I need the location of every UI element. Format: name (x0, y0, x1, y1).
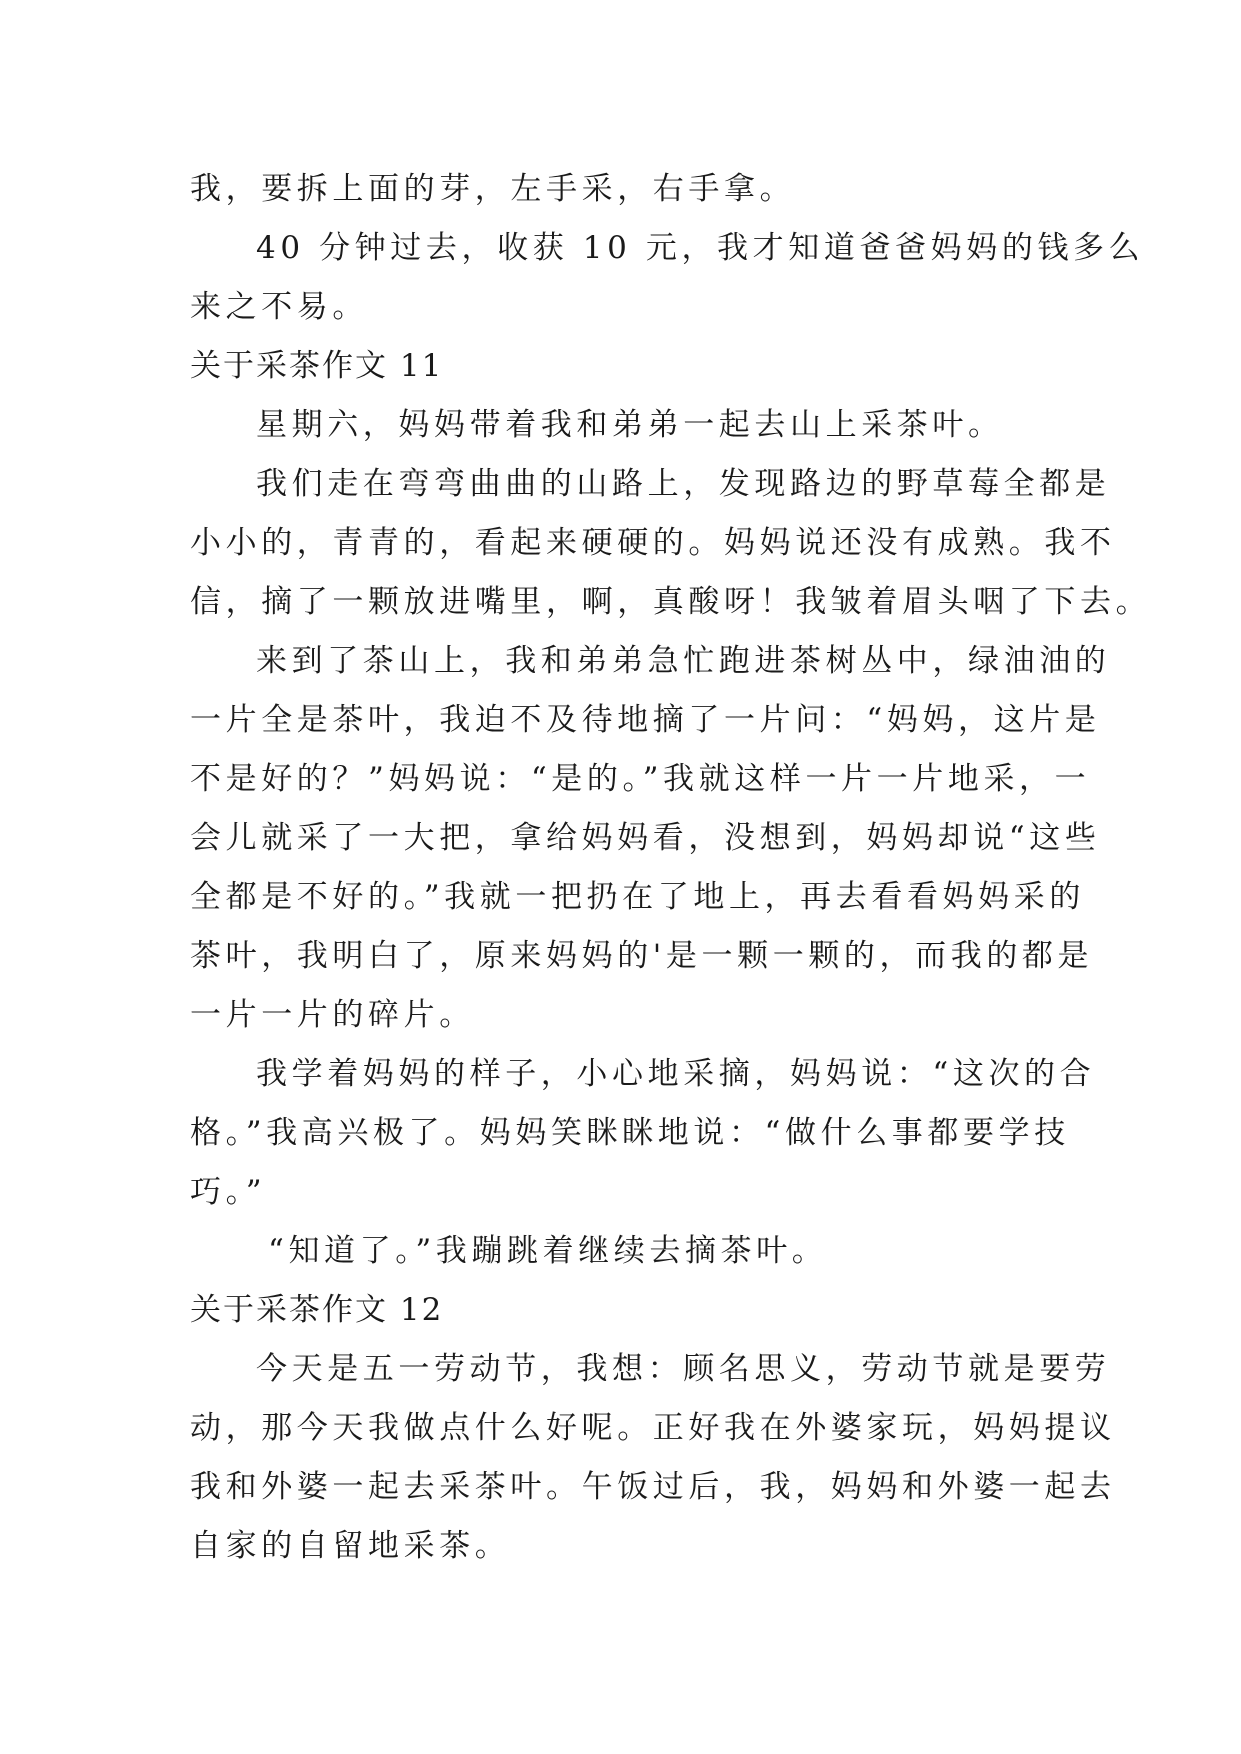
text-line: 巧。” (190, 1174, 267, 1210)
text-line: 全都是不好的。”我就一把扔在了地上，再去看看妈妈采的 (190, 879, 1085, 915)
text-line: 不是好的？”妈妈说：“是的。”我就这样一片一片地采，一 (190, 761, 1091, 797)
text-line: 一片全是茶叶，我迫不及待地摘了一片问：“妈妈，这片是 (190, 702, 1101, 738)
text-line: 茶叶，我明白了，原来妈妈的'是一颗一颗的，而我的都是 (190, 938, 1094, 974)
text-line: 信，摘了一颗放进嘴里，啊，真酸呀！我皱着眉头咽了下去。 (190, 584, 1152, 620)
text-line: 来到了茶山上，我和弟弟急忙跑进茶树丛中，绿油油的 (256, 643, 1111, 679)
text-line: 我们走在弯弯曲曲的山路上，发现路边的野草莓全都是 (256, 466, 1111, 502)
text-line: 动，那今天我做点什么好呢。正好我在外婆家玩，妈妈提议 (190, 1410, 1116, 1446)
section-heading: 关于采茶作文 12 (190, 1292, 444, 1328)
text-line: 格。”我高兴极了。妈妈笑眯眯地说：“做什么事都要学技 (190, 1115, 1070, 1151)
text-line: 一片一片的碎片。 (190, 997, 475, 1033)
text-line: 我学着妈妈的样子，小心地采摘，妈妈说：“这次的合 (256, 1056, 1096, 1092)
document-page (190, 160, 1152, 1576)
text-line: 40 分钟过去，收获 10 元，我才知道爸爸妈妈的钱多么 (256, 230, 1145, 266)
section-heading: 关于采茶作文 11 (190, 348, 444, 384)
text-line: 小小的，青青的，看起来硬硬的。妈妈说还没有成熟。我不 (190, 525, 1116, 561)
text-line: 会儿就采了一大把，拿给妈妈看，没想到，妈妈却说“这些 (190, 820, 1101, 856)
text-line: 今天是五一劳动节，我想：顾名思义，劳动节就是要劳 (256, 1351, 1111, 1387)
text-line: “知道了。”我蹦跳着继续去摘茶叶。 (268, 1233, 828, 1269)
text-line: 来之不易。 (190, 289, 368, 325)
text-line: 星期六，妈妈带着我和弟弟一起去山上采茶叶。 (256, 407, 1004, 443)
text-line: 我，要拆上面的芽，左手采，右手拿。 (190, 171, 796, 207)
text-line: 我和外婆一起去采茶叶。午饭过后，我，妈妈和外婆一起去 (190, 1469, 1116, 1505)
text-line: 自家的自留地采茶。 (190, 1528, 511, 1564)
